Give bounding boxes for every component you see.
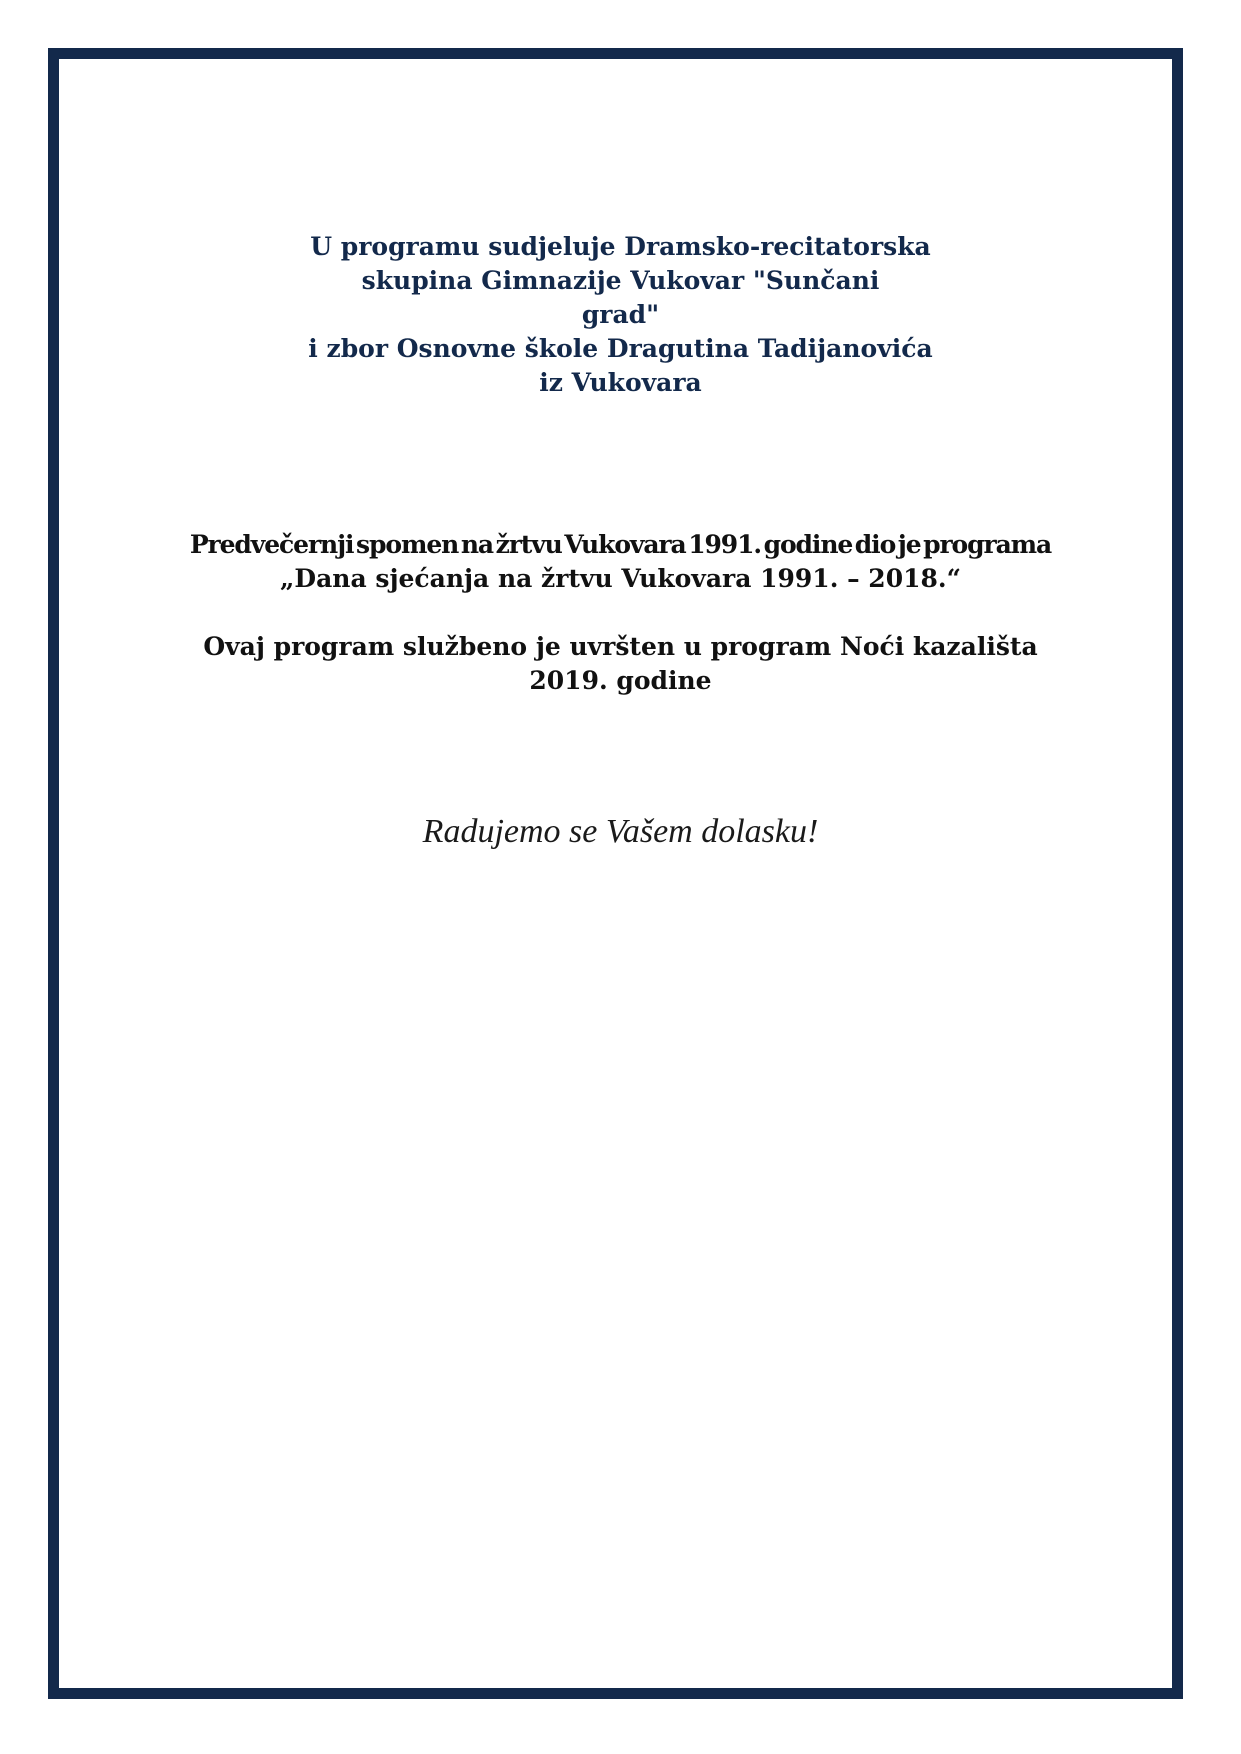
participants-paragraph (0, 230, 1241, 400)
participants-line: i zbor Osnovne škole Dragutina Tadijanovića (308, 334, 933, 363)
remembrance-line: „Dana sjećanja na žrtvu Vukovara 1991. – 2018.“ (280, 564, 961, 593)
participants-line: grad" (581, 300, 660, 329)
official-line: Ovaj program službeno je uvršten u program Noći kazališta (203, 632, 1038, 661)
participants-line: skupina Gimnazije Vukovar "Sunčani (361, 266, 880, 295)
participants-line: U programu sudjeluje Dramsko-recitatorska (310, 232, 931, 261)
official-line: 2019. godine (529, 666, 712, 695)
welcome-message: Radujemo se Vašem dolasku! (422, 813, 819, 850)
remembrance-line: Predvečernji spomen na žrtvu Vukovara 1991. godine dio je programa (189, 530, 1052, 559)
official-program-paragraph (0, 630, 1241, 698)
remembrance-paragraph (0, 528, 1241, 596)
participants-line: iz Vukovara (539, 368, 702, 397)
